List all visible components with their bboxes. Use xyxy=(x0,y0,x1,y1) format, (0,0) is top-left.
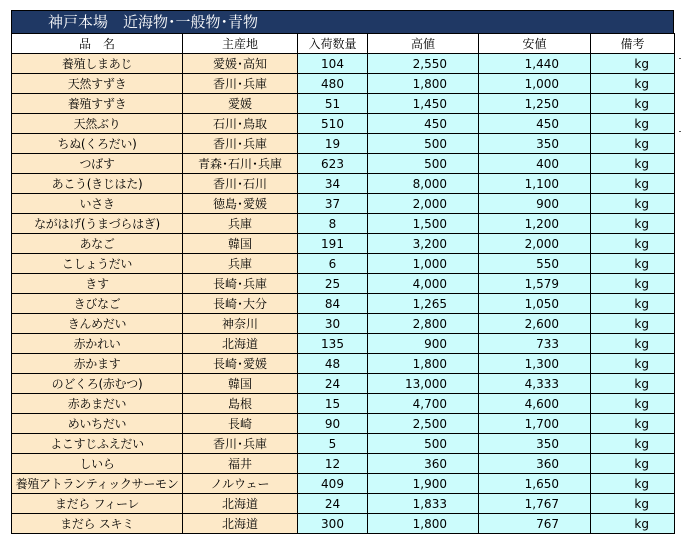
cell-low-price: 350 xyxy=(479,434,591,454)
cell-low-price: 900 xyxy=(479,194,591,214)
cell-remarks: kg xyxy=(591,434,675,454)
cell-high-price: 500 xyxy=(368,154,479,174)
cell-high-price: 900 xyxy=(368,334,479,354)
table-row xyxy=(12,294,675,314)
table-row xyxy=(12,134,675,154)
table-row xyxy=(12,434,675,454)
cell-origin: 兵庫 xyxy=(183,214,298,234)
cell-quantity: 12 xyxy=(298,454,368,474)
cell-quantity: 135 xyxy=(298,334,368,354)
cell-origin: 島根 xyxy=(183,394,298,414)
table-row xyxy=(12,114,675,134)
cell-name: のどくろ(赤むつ) xyxy=(12,374,183,394)
cell-quantity: 51 xyxy=(298,94,368,114)
cell-low-price: 400 xyxy=(479,154,591,174)
cell-quantity: 480 xyxy=(298,74,368,94)
cell-remarks: kg xyxy=(591,374,675,394)
cell-low-price: 2,600 xyxy=(479,314,591,334)
cell-name: こしょうだい xyxy=(12,254,183,274)
cell-origin: 長崎･兵庫 xyxy=(183,274,298,294)
cell-name: よこすじふえだい xyxy=(12,434,183,454)
cell-high-price: 4,700 xyxy=(368,394,479,414)
cell-quantity: 84 xyxy=(298,294,368,314)
cell-name: 赤あまだい xyxy=(12,394,183,414)
cell-name: まだら スキミ xyxy=(12,514,183,534)
cell-high-price: 2,800 xyxy=(368,314,479,334)
cell-origin: 香川･兵庫 xyxy=(183,74,298,94)
cell-quantity: 623 xyxy=(298,154,368,174)
edge-tick xyxy=(679,58,681,59)
cell-low-price: 1,650 xyxy=(479,474,591,494)
sheet-title: 神戸本場 近海物･一般物･青物 xyxy=(11,10,674,33)
header-low-price: 安値 xyxy=(479,34,591,54)
table-row xyxy=(12,334,675,354)
table-row xyxy=(12,154,675,174)
cell-high-price: 1,800 xyxy=(368,354,479,374)
cell-remarks: kg xyxy=(591,214,675,234)
cell-name: 赤かます xyxy=(12,354,183,374)
cell-quantity: 8 xyxy=(298,214,368,234)
cell-remarks: kg xyxy=(591,154,675,174)
cell-quantity: 24 xyxy=(298,494,368,514)
cell-name: めいちだい xyxy=(12,414,183,434)
cell-high-price: 1,800 xyxy=(368,74,479,94)
table-row xyxy=(12,174,675,194)
cell-quantity: 19 xyxy=(298,134,368,154)
cell-low-price: 1,767 xyxy=(479,494,591,514)
cell-high-price: 1,000 xyxy=(368,254,479,274)
cell-name: 赤かれい xyxy=(12,334,183,354)
cell-remarks: kg xyxy=(591,254,675,274)
cell-low-price: 1,579 xyxy=(479,274,591,294)
cell-origin: 長崎 xyxy=(183,414,298,434)
cell-name: きす xyxy=(12,274,183,294)
edge-tick xyxy=(679,131,681,132)
cell-quantity: 191 xyxy=(298,234,368,254)
cell-remarks: kg xyxy=(591,94,675,114)
cell-quantity: 25 xyxy=(298,274,368,294)
cell-origin: 韓国 xyxy=(183,234,298,254)
cell-remarks: kg xyxy=(591,54,675,74)
cell-remarks: kg xyxy=(591,134,675,154)
cell-remarks: kg xyxy=(591,234,675,254)
table-row xyxy=(12,94,675,114)
cell-name: 天然すずき xyxy=(12,74,183,94)
header-row xyxy=(12,34,675,54)
cell-origin: 長崎･愛媛 xyxy=(183,354,298,374)
cell-low-price: 4,333 xyxy=(479,374,591,394)
cell-low-price: 733 xyxy=(479,334,591,354)
cell-quantity: 510 xyxy=(298,114,368,134)
cell-quantity: 30 xyxy=(298,314,368,334)
cell-quantity: 104 xyxy=(298,54,368,74)
cell-origin: 北海道 xyxy=(183,494,298,514)
cell-high-price: 1,800 xyxy=(368,514,479,534)
cell-origin: 長崎･大分 xyxy=(183,294,298,314)
table-row xyxy=(12,474,675,494)
cell-high-price: 2,550 xyxy=(368,54,479,74)
cell-high-price: 2,000 xyxy=(368,194,479,214)
table-row xyxy=(12,374,675,394)
cell-name: ちぬ(くろだい) xyxy=(12,134,183,154)
cell-remarks: kg xyxy=(591,174,675,194)
cell-remarks: kg xyxy=(591,334,675,354)
cell-low-price: 1,000 xyxy=(479,74,591,94)
table-row xyxy=(12,214,675,234)
cell-high-price: 1,265 xyxy=(368,294,479,314)
cell-high-price: 3,200 xyxy=(368,234,479,254)
cell-remarks: kg xyxy=(591,194,675,214)
cell-origin: 徳島･愛媛 xyxy=(183,194,298,214)
cell-remarks: kg xyxy=(591,494,675,514)
cell-remarks: kg xyxy=(591,274,675,294)
cell-quantity: 5 xyxy=(298,434,368,454)
cell-low-price: 550 xyxy=(479,254,591,274)
cell-low-price: 1,050 xyxy=(479,294,591,314)
cell-remarks: kg xyxy=(591,414,675,434)
cell-name: しいら xyxy=(12,454,183,474)
cell-name: きびなご xyxy=(12,294,183,314)
cell-quantity: 24 xyxy=(298,374,368,394)
cell-remarks: kg xyxy=(591,394,675,414)
cell-origin: 青森･石川･兵庫 xyxy=(183,154,298,174)
cell-name: 養殖すずき xyxy=(12,94,183,114)
cell-origin: 兵庫 xyxy=(183,254,298,274)
cell-name: ながはげ(うまづらはぎ) xyxy=(12,214,183,234)
cell-quantity: 15 xyxy=(298,394,368,414)
cell-origin: 香川･兵庫 xyxy=(183,434,298,454)
cell-origin: 香川･兵庫 xyxy=(183,134,298,154)
cell-quantity: 48 xyxy=(298,354,368,374)
cell-low-price: 1,700 xyxy=(479,414,591,434)
cell-low-price: 360 xyxy=(479,454,591,474)
cell-high-price: 8,000 xyxy=(368,174,479,194)
cell-name: 養殖しまあじ xyxy=(12,54,183,74)
cell-origin: ノルウェー xyxy=(183,474,298,494)
cell-origin: 北海道 xyxy=(183,334,298,354)
table-row xyxy=(12,514,675,534)
cell-origin: 愛媛･高知 xyxy=(183,54,298,74)
table-row xyxy=(12,314,675,334)
header-origin: 主産地 xyxy=(183,34,298,54)
cell-high-price: 500 xyxy=(368,134,479,154)
cell-high-price: 1,900 xyxy=(368,474,479,494)
cell-name: あこう(きじはた) xyxy=(12,174,183,194)
price-table xyxy=(11,33,675,534)
table-body xyxy=(12,54,675,534)
cell-origin: 韓国 xyxy=(183,374,298,394)
cell-low-price: 1,100 xyxy=(479,174,591,194)
cell-high-price: 360 xyxy=(368,454,479,474)
cell-name: まだら フィーレ xyxy=(12,494,183,514)
cell-remarks: kg xyxy=(591,454,675,474)
cell-low-price: 1,440 xyxy=(479,54,591,74)
table-row xyxy=(12,414,675,434)
cell-high-price: 13,000 xyxy=(368,374,479,394)
cell-remarks: kg xyxy=(591,474,675,494)
price-sheet xyxy=(11,10,674,534)
cell-remarks: kg xyxy=(591,514,675,534)
cell-remarks: kg xyxy=(591,314,675,334)
cell-quantity: 37 xyxy=(298,194,368,214)
cell-origin: 愛媛 xyxy=(183,94,298,114)
cell-origin: 神奈川 xyxy=(183,314,298,334)
cell-quantity: 409 xyxy=(298,474,368,494)
table-row xyxy=(12,354,675,374)
cell-quantity: 34 xyxy=(298,174,368,194)
cell-origin: 北海道 xyxy=(183,514,298,534)
cell-name: あなご xyxy=(12,234,183,254)
cell-remarks: kg xyxy=(591,354,675,374)
cell-low-price: 1,250 xyxy=(479,94,591,114)
table-row xyxy=(12,454,675,474)
header-remarks: 備考 xyxy=(591,34,675,54)
cell-low-price: 450 xyxy=(479,114,591,134)
cell-origin: 石川･鳥取 xyxy=(183,114,298,134)
cell-high-price: 1,450 xyxy=(368,94,479,114)
cell-quantity: 300 xyxy=(298,514,368,534)
cell-quantity: 90 xyxy=(298,414,368,434)
cell-remarks: kg xyxy=(591,114,675,134)
cell-low-price: 1,200 xyxy=(479,214,591,234)
header-quantity: 入荷数量 xyxy=(298,34,368,54)
cell-high-price: 500 xyxy=(368,434,479,454)
cell-name: 養殖アトランティックサーモン xyxy=(12,474,183,494)
table-row xyxy=(12,274,675,294)
cell-high-price: 1,833 xyxy=(368,494,479,514)
cell-high-price: 1,500 xyxy=(368,214,479,234)
header-high-price: 高値 xyxy=(368,34,479,54)
cell-name: いさき xyxy=(12,194,183,214)
cell-origin: 香川･石川 xyxy=(183,174,298,194)
cell-remarks: kg xyxy=(591,74,675,94)
cell-low-price: 1,300 xyxy=(479,354,591,374)
cell-quantity: 6 xyxy=(298,254,368,274)
cell-remarks: kg xyxy=(591,294,675,314)
cell-low-price: 767 xyxy=(479,514,591,534)
table-row xyxy=(12,234,675,254)
cell-low-price: 4,600 xyxy=(479,394,591,414)
cell-low-price: 350 xyxy=(479,134,591,154)
header-name: 品 名 xyxy=(12,34,183,54)
table-row xyxy=(12,54,675,74)
cell-high-price: 2,500 xyxy=(368,414,479,434)
cell-high-price: 4,000 xyxy=(368,274,479,294)
table-row xyxy=(12,194,675,214)
cell-name: つばす xyxy=(12,154,183,174)
table-row xyxy=(12,394,675,414)
cell-low-price: 2,000 xyxy=(479,234,591,254)
cell-high-price: 450 xyxy=(368,114,479,134)
cell-name: きんめだい xyxy=(12,314,183,334)
table-row xyxy=(12,74,675,94)
table-row xyxy=(12,254,675,274)
table-row xyxy=(12,494,675,514)
cell-name: 天然ぶり xyxy=(12,114,183,134)
cell-origin: 福井 xyxy=(183,454,298,474)
